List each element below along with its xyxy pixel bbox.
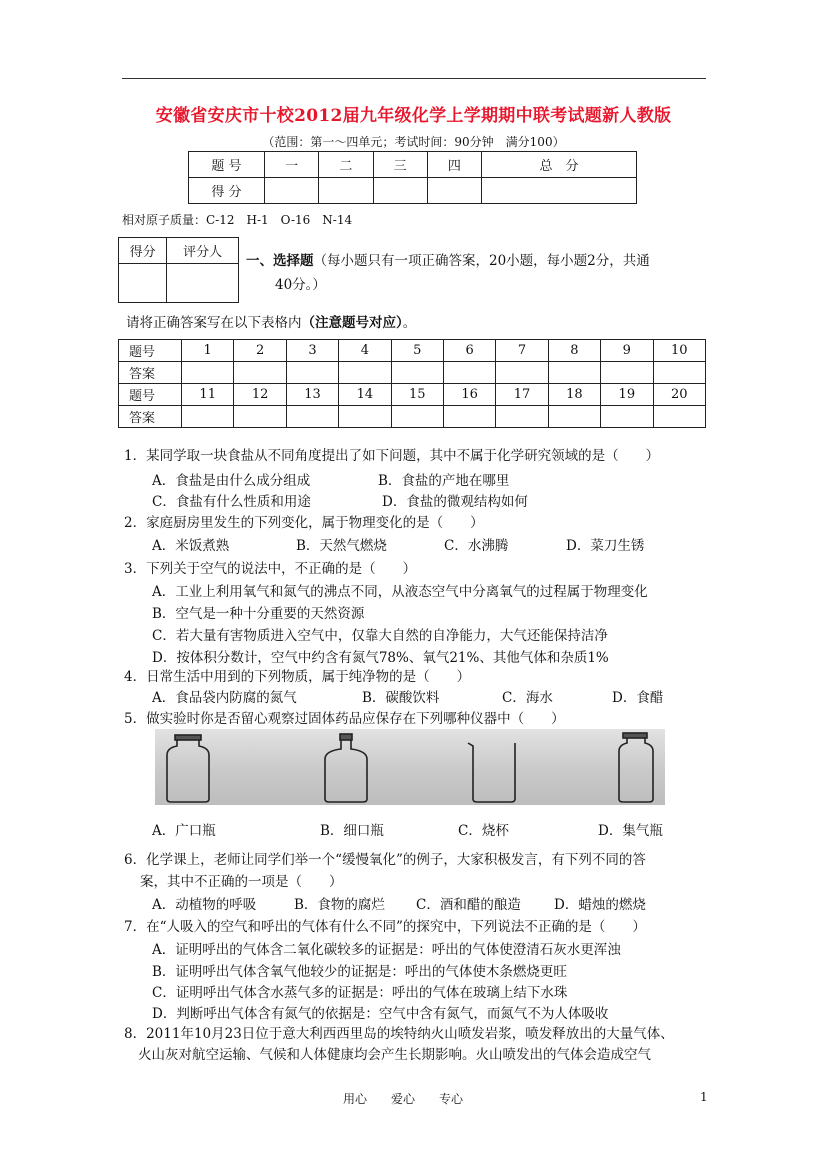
question-3-option-c: C．若大量有害物质进入空气中，仅靠大自然的自净能力，大气还能保持洁净 (152, 628, 608, 644)
answer-cell[interactable] (234, 406, 286, 428)
question-number: 3 (286, 340, 338, 362)
question-number: 9 (601, 340, 653, 362)
option: D．蜡烛的燃烧 (554, 897, 646, 913)
question-3-option-d: D．按体积分数计，空气中约含有氮气78%、氧气21%、其他气体和杂质1% (152, 650, 609, 666)
question-number: 5 (391, 340, 443, 362)
grader-table (118, 237, 239, 303)
glassware-illustration (155, 729, 665, 805)
grader-score-label: 得分 (119, 238, 167, 264)
answer-cell[interactable] (496, 406, 548, 428)
score-cell[interactable] (427, 178, 481, 204)
question-3-option-b: B．空气是一种十分重要的天然资源 (152, 606, 365, 622)
instruction-text: 请将正确答案写在以下表格内 (126, 315, 302, 331)
answer-q-label: 题号 (119, 340, 182, 362)
option: D．食醋 (612, 690, 664, 706)
question-5: 5．做实验时你是否留心观察过固体药品应保存在下列哪种仪器中（ ） (124, 711, 565, 727)
question-6: 6．化学课上，老师让同学们举一个“缓慢氧化”的例子，大家积极发言，有下列不同的答 (124, 852, 646, 868)
section1-heading (246, 249, 686, 297)
question-8: 8．2011年10月23日位于意大利西西里岛的埃特纳火山喷发岩浆，喷发释放出的大量气体、 (124, 1026, 674, 1042)
answer-cell[interactable] (548, 406, 600, 428)
question-number: 13 (286, 384, 338, 406)
answer-cell[interactable] (653, 362, 705, 384)
question-number: 6 (443, 340, 495, 362)
question-number: 4 (339, 340, 391, 362)
score-cell[interactable] (265, 178, 319, 204)
answer-cell[interactable] (234, 362, 286, 384)
option: A．米饭煮熟 (152, 538, 230, 554)
score-cell[interactable] (482, 178, 637, 204)
atomic-mass-note: 相对原子质量：C-12 H-1 O-16 N-14 (122, 213, 353, 227)
instruction-end: 。 (402, 315, 417, 331)
lab-glassware-figure (155, 729, 665, 805)
question-number: 18 (548, 384, 600, 406)
question-number: 15 (391, 384, 443, 406)
grader-name-cell[interactable] (167, 264, 239, 303)
question-number: 16 (443, 384, 495, 406)
option: C．烧杯 (458, 823, 509, 839)
answer-a-label: 答案 (119, 362, 182, 384)
wide-mouth-bottle-icon (167, 735, 209, 802)
score-header-cell: 题 号 (189, 152, 265, 178)
beaker-icon (468, 743, 515, 802)
option: A．动植物的呼吸 (152, 897, 257, 913)
question-6-line2: 案，其中不正确的一项是（ ） (140, 874, 343, 890)
page-title: 安徽省安庆市十校2012届九年级化学上学期期中联考试题新人教版 (155, 106, 672, 126)
option: D．菜刀生锈 (566, 538, 645, 554)
question-number: 19 (601, 384, 653, 406)
option: A．食品袋内防腐的氮气 (152, 690, 297, 706)
exam-scope: （范围：第一～四单元；考试时间：90分钟 满分100） (262, 135, 565, 149)
answer-cell[interactable] (286, 362, 338, 384)
option: C．酒和醋的酿造 (416, 897, 521, 913)
question-7-option-a: A．证明呼出的气体含二氧化碳较多的证据是：呼出的气体使澄清石灰水更浑浊 (152, 942, 621, 958)
answer-cell[interactable] (391, 406, 443, 428)
question-number: 17 (496, 384, 548, 406)
header-rule (122, 78, 706, 79)
option: C．食盐有什么性质和用途 (152, 494, 311, 510)
question-number: 14 (339, 384, 391, 406)
answer-cell[interactable] (182, 362, 234, 384)
answer-cell[interactable] (548, 362, 600, 384)
question-number: 12 (234, 384, 286, 406)
question-7-option-b: B．证明呼出气体含氧气他较少的证据是：呼出的气体使木条燃烧更旺 (152, 964, 567, 980)
option: C．水沸腾 (444, 538, 509, 554)
option: D．集气瓶 (598, 823, 663, 839)
option: C．海水 (502, 690, 553, 706)
question-number: 10 (653, 340, 705, 362)
score-cell[interactable] (373, 178, 427, 204)
option: A．食盐是由什么成分组成 (152, 473, 311, 489)
question-3: 3．下列关于空气的说法中，不正确的是（ ） (124, 561, 417, 577)
score-header-cell: 一 (265, 152, 319, 178)
answer-cell[interactable] (653, 406, 705, 428)
question-number: 7 (496, 340, 548, 362)
score-header-cell: 二 (319, 152, 373, 178)
gas-collecting-bottle-icon (619, 733, 653, 802)
question-number: 1 (182, 340, 234, 362)
score-header-cell: 三 (373, 152, 427, 178)
answer-cell[interactable] (601, 406, 653, 428)
answer-cell[interactable] (286, 406, 338, 428)
answer-cell[interactable] (496, 362, 548, 384)
answer-cell[interactable] (443, 406, 495, 428)
question-7-option-d: D．判断呼出气体含有氮气的依据是：空气中含有氮气，而氮气不为人体吸收 (152, 1006, 609, 1022)
question-8-line2: 火山灰对航空运输、气候和人体健康均会产生长期影响。火山喷发出的气体会造成空气 (138, 1047, 651, 1063)
answer-cell[interactable] (443, 362, 495, 384)
question-1: 1．某同学取一块食盐从不同角度提出了如下问题，其中不属于化学研究领域的是（ ） (124, 448, 660, 464)
question-3-option-a: A．工业上利用氧气和氮气的沸点不同，从液态空气中分离氧气的过程属于物理变化 (152, 584, 648, 600)
option: B．食物的腐烂 (294, 897, 385, 913)
score-header-cell: 四 (427, 152, 481, 178)
question-7-option-c: C．证明呼出气体含水蒸气多的证据是：呼出的气体在玻璃上结下水珠 (152, 985, 568, 1001)
section1-title: 一、选择题 (246, 253, 314, 269)
question-7: 7．在“人吸入的空气和呼出的气体有什么不同”的探究中，下列说法不正确的是（ ） (124, 919, 646, 935)
score-header-cell: 总 分 (482, 152, 637, 178)
answer-cell[interactable] (339, 362, 391, 384)
answer-q-label: 题号 (119, 384, 182, 406)
grader-name-label: 评分人 (167, 238, 239, 264)
narrow-mouth-bottle-icon (325, 734, 367, 802)
question-number: 2 (234, 340, 286, 362)
question-4: 4．日常生活中用到的下列物质，属于纯净物的是（ ） (124, 669, 471, 685)
footer-motto: 用心 爱心 专心 (343, 1092, 464, 1106)
question-number: 20 (653, 384, 705, 406)
option: D．食盐的微观结构如何 (382, 494, 528, 510)
answer-cell[interactable] (339, 406, 391, 428)
section1-desc: （每小题只有一项正确答案，20小题，每小题2分，共通 (313, 253, 650, 269)
answer-table (118, 339, 706, 428)
question-number: 11 (182, 384, 234, 406)
answer-cell[interactable] (601, 362, 653, 384)
section1-desc2: 40分。） (275, 277, 326, 293)
answer-cell[interactable] (182, 406, 234, 428)
option: A．广口瓶 (152, 823, 216, 839)
question-2: 2．家庭厨房里发生的下列变化，属于物理变化的是（ ） (124, 515, 484, 531)
score-cell[interactable] (319, 178, 373, 204)
answer-cell[interactable] (391, 362, 443, 384)
instruction-bold: （注意题号对应） (301, 315, 403, 331)
score-table (188, 151, 637, 204)
option: B．碳酸饮料 (362, 690, 440, 706)
option: B．细口瓶 (320, 823, 384, 839)
grader-score-cell[interactable] (119, 264, 167, 303)
option: B．食盐的产地在哪里 (378, 473, 510, 489)
score-row-label: 得 分 (189, 178, 265, 204)
answer-instruction (126, 311, 416, 331)
page-number: 1 (700, 1090, 708, 1104)
answer-a-label: 答案 (119, 406, 182, 428)
option: B．天然气燃烧 (296, 538, 387, 554)
question-number: 8 (548, 340, 600, 362)
